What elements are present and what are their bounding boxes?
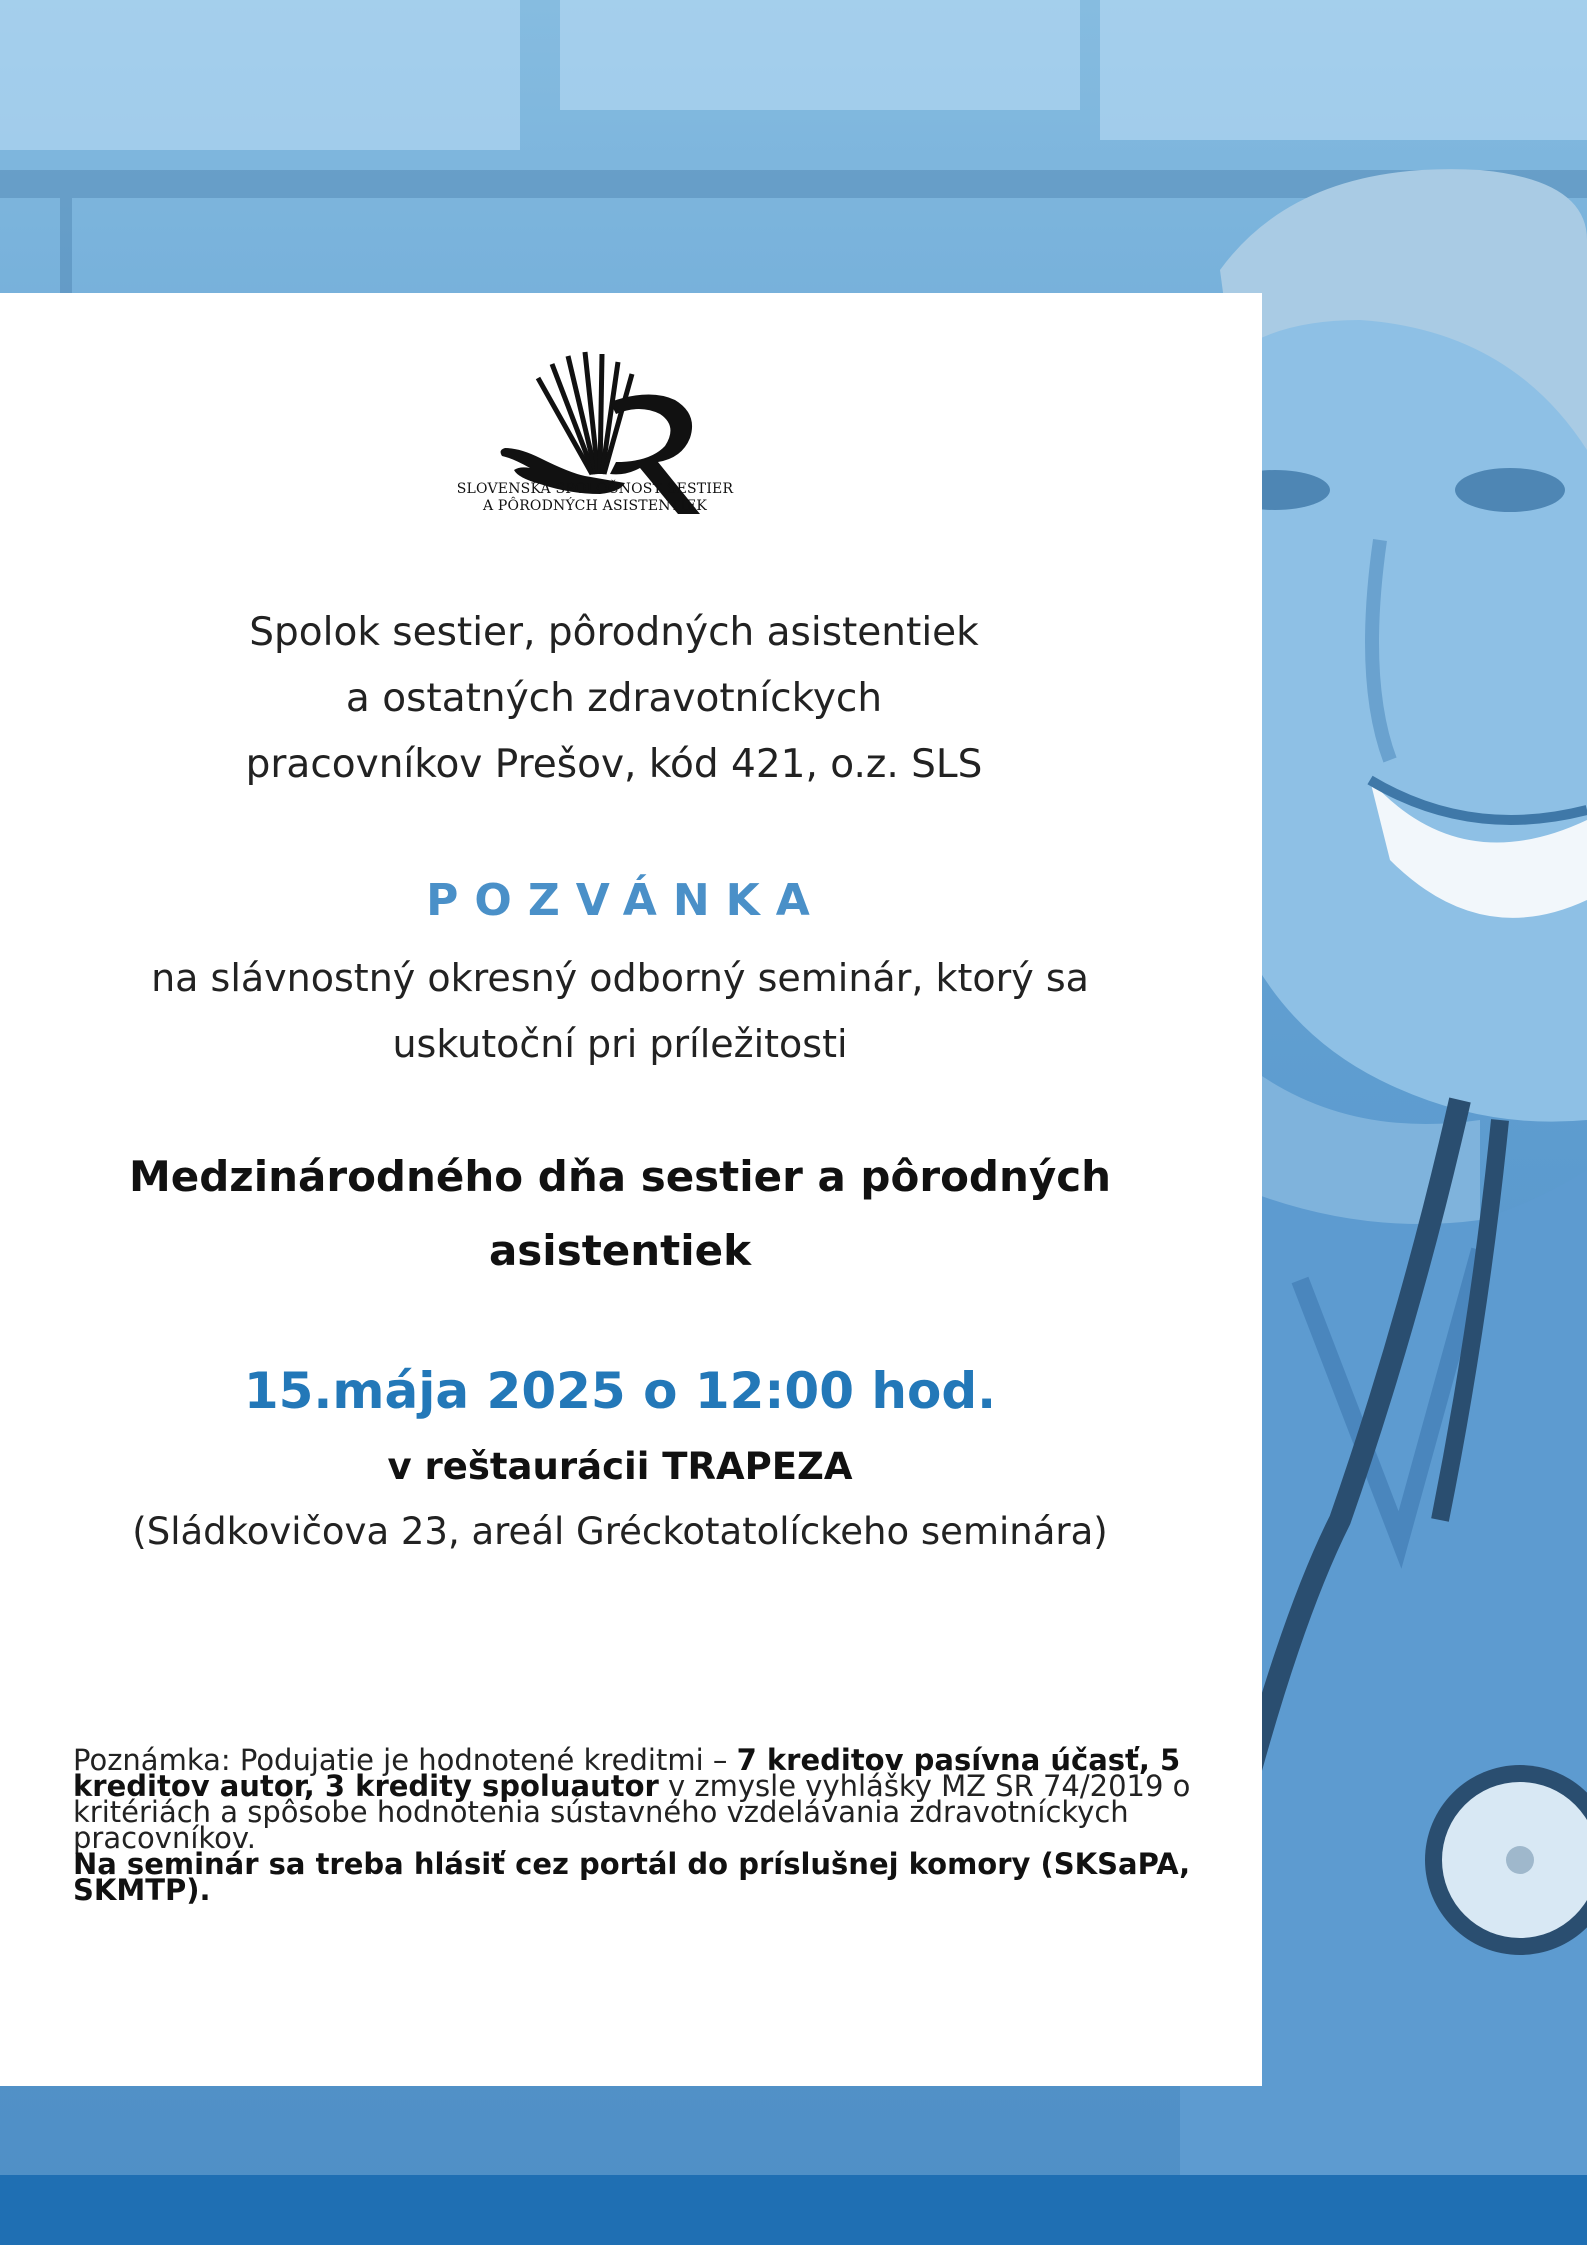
ceiling-panel — [560, 0, 1080, 110]
event-address: (Sládkovičova 23, areál Gréckotatolíckeho seminára) — [132, 1510, 1108, 1553]
ceiling-panel — [0, 0, 520, 150]
subtitle-line1: na slávnostný okresný odborný seminár, ktorý sa — [151, 956, 1089, 1000]
event-title-line2: asistentiek — [488, 1226, 752, 1275]
organization-line1: Spolok sestier, pôrodných asistentiek — [249, 610, 979, 655]
logo-caption-line2: A PÔRODNÝCH ASISTENTIEK — [482, 498, 708, 514]
credits-note — [73, 1743, 1213, 1907]
logo-caption — [405, 481, 785, 515]
invitation-subtitle — [0, 945, 1240, 1077]
event-title-line1: Medzinárodného dňa sestier a pôrodných — [128, 1152, 1112, 1201]
event-title — [0, 1140, 1240, 1288]
invitation-heading: POZVÁNKA — [426, 875, 826, 926]
note-credits: 7 kreditov pasívna účasť, 5 kreditov autor, 3 kredity spoluautor — [73, 1743, 1181, 1803]
note-middle: v zmysle vyhlášky MZ SR 74/2019 o kritériách a spôsobe hodnotenia sústavného vzdelávania zdravotníckych pracovníkov. — [73, 1769, 1191, 1855]
window-frame — [60, 198, 72, 293]
organization-line2: a ostatných zdravotníckych — [345, 676, 883, 721]
note-prefix: Poznámka: Podujatie je hodnotené kreditmi – — [73, 1743, 737, 1777]
event-date: 15.mája 2025 o 12:00 hod. — [243, 1362, 997, 1420]
event-venue: v reštaurácii TRAPEZA — [387, 1445, 853, 1488]
bottom-bar — [0, 2175, 1587, 2245]
note-registration: Na seminár sa treba hlásiť cez portál do príslušnej komory (SKSaPA, SKMTP). — [73, 1847, 1191, 1907]
subtitle-line2: uskutoční pri príležitosti — [392, 1022, 848, 1066]
logo-caption-line1: SLOVENSKÁ SPOLOČNOSŤ SESTIER — [456, 481, 734, 497]
organization-name — [0, 600, 1228, 798]
ceiling-panel — [1100, 0, 1587, 140]
organization-line3: pracovníkov Prešov, kód 421, o.z. SLS — [245, 742, 983, 787]
